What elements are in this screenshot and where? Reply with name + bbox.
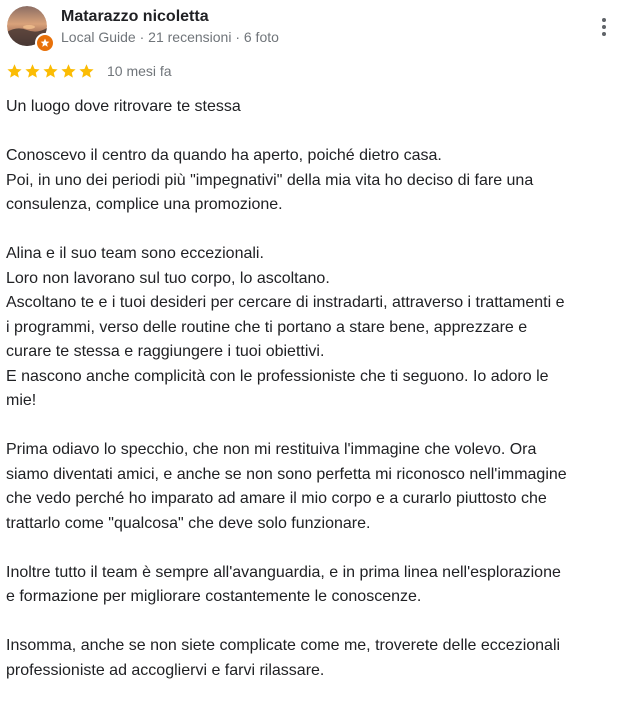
review-line: Un luogo dove ritrovare te stessa (6, 98, 241, 115)
review-date: 10 mesi fa (107, 63, 172, 79)
review-line: e formazione per migliorare costantemente le conoscenze. (6, 588, 422, 605)
review-line: Alina e il suo team sono eccezionali. (6, 245, 264, 262)
review-line: Insomma, anche se non siete complicate come me, troverete delle eccezionali (6, 637, 561, 654)
review-line: trattarlo come "qualcosa" che deve solo funzionare. (6, 514, 371, 532)
review-line: Conoscevo il centro da quando ha aperto, poiché dietro casa. (6, 147, 442, 164)
review-line: Loro non lavorano sul tuo corpo, lo ascoltano. (6, 269, 330, 287)
star-rating (6, 63, 95, 80)
star-icon (78, 63, 95, 80)
review-paragraph (6, 438, 622, 536)
review-line: siamo diventati amici, e anche se non sono perfetta mi riconosco nell'immagine (6, 465, 567, 483)
review-line: mie! (6, 392, 37, 409)
star-icon (60, 63, 77, 80)
more-options-button[interactable] (592, 12, 616, 42)
review-paragraph (6, 242, 622, 414)
review-line: E nascono anche complicità con le professioniste che ti seguono. Io adoro le (6, 367, 549, 385)
review-line: che vedo perché ho imparato ad amare il mio corpo e a curarlo piuttosto che (6, 490, 547, 507)
review-line: Ascoltano te e i tuoi desideri per cercare di instradarti, attraverso i trattamenti e (6, 294, 565, 311)
review-line: Poi, in uno dei periodi più "impegnativi" della mia vita ho deciso di fare una (6, 171, 534, 189)
review-line: curare te stessa e raggiungere i tuoi obiettivi. (6, 343, 325, 360)
star-icon (42, 63, 59, 80)
rating-row (6, 61, 172, 81)
more-vert-icon (602, 18, 606, 22)
review-text (6, 95, 622, 708)
star-icon (6, 63, 23, 80)
author-avatar[interactable] (7, 6, 47, 46)
local-guide-star-icon (35, 33, 55, 53)
review-line: professioniste ad accogliervi e farvi rilassare. (6, 661, 325, 679)
author-meta: Local Guide · 21 recensioni · 6 foto (61, 29, 279, 45)
review-paragraph (6, 634, 622, 683)
review-line: Inoltre tutto il team è sempre all'avanguardia, e in prima linea nell'esplorazione (6, 563, 561, 581)
review-line: consulenza, complice una promozione. (6, 196, 283, 213)
review-paragraph (6, 144, 622, 218)
review-line: i programmi, verso delle routine che ti portano a stare bene, apprezzare e (6, 318, 528, 336)
star-icon (24, 63, 41, 80)
author-name[interactable]: Matarazzo nicoletta (61, 8, 209, 25)
review-line: Prima odiavo lo specchio, che non mi restituiva l'immagine che volevo. Ora (6, 441, 537, 458)
review-paragraph (6, 95, 622, 120)
review-paragraph (6, 561, 622, 610)
